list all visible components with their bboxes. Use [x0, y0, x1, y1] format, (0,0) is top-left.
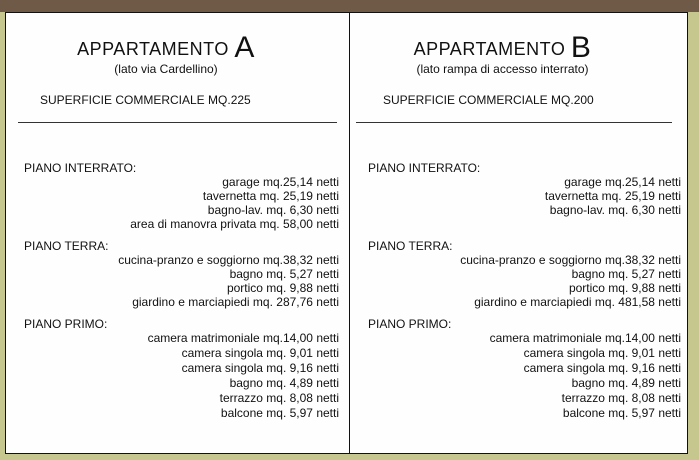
apartment-b-surface: SUPERFICIE COMMERCIALE MQ.200	[383, 93, 594, 107]
apartment-a-subtitle: (lato via Cardellino)	[114, 62, 218, 76]
list-item: cucina-pranzo e soggiorno mq.38,32 netti	[460, 253, 681, 267]
section-heading: PIANO PRIMO:	[24, 317, 108, 331]
list-item: area di manovra privata mq. 58,00 netti	[130, 217, 339, 231]
list-item: camera matrimoniale mq.14,00 netti	[489, 331, 681, 345]
list-item: bagno mq. 5,27 netti	[571, 267, 681, 281]
list-item: camera singola mq. 9,16 netti	[181, 361, 339, 375]
title-letter: A	[234, 31, 255, 64]
apartment-a-surface: SUPERFICIE COMMERCIALE MQ.225	[40, 93, 251, 107]
title-word: APPARTAMENTO	[413, 39, 566, 59]
list-item: bagno mq. 4,89 netti	[571, 376, 681, 390]
list-item: garage mq.25,14 netti	[564, 175, 681, 189]
apartment-b-title	[350, 31, 655, 65]
section-heading: PIANO TERRA:	[368, 239, 453, 253]
list-item: garage mq.25,14 netti	[222, 175, 339, 189]
list-item: cucina-pranzo e soggiorno mq.38,32 netti	[118, 253, 339, 267]
list-item: bagno mq. 5,27 netti	[229, 267, 339, 281]
list-item: camera singola mq. 9,16 netti	[523, 361, 681, 375]
list-item: balcone mq. 5,97 netti	[562, 406, 681, 420]
section-heading: PIANO PRIMO:	[368, 317, 452, 331]
top-bar	[0, 0, 699, 12]
title-word: APPARTAMENTO	[77, 39, 229, 59]
right-header-rule	[356, 122, 672, 123]
list-item: portico mq. 9,88 netti	[226, 281, 339, 295]
left-header-rule	[18, 122, 337, 123]
list-item: tavernetta mq. 25,19 netti	[544, 189, 681, 203]
list-item: portico mq. 9,88 netti	[568, 281, 681, 295]
list-item: bagno-lav. mq. 6,30 netti	[549, 203, 681, 217]
section-heading: PIANO TERRA:	[24, 239, 109, 253]
title-letter: B	[570, 31, 592, 64]
list-item: camera singola mq. 9,01 netti	[523, 346, 681, 360]
apartment-a-title	[6, 31, 326, 65]
section-heading: PIANO INTERRATO:	[24, 161, 137, 175]
list-item: balcone mq. 5,97 netti	[220, 406, 339, 420]
list-item: giardino e marciapiedi mq. 287,76 netti	[132, 295, 339, 309]
list-item: giardino e marciapiedi mq. 481,58 netti	[474, 295, 681, 309]
column-divider	[349, 13, 350, 453]
apartment-b-subtitle: (lato rampa di accesso interrato)	[416, 62, 589, 76]
list-item: camera matrimoniale mq.14,00 netti	[147, 331, 339, 345]
list-item: camera singola mq. 9,01 netti	[181, 346, 339, 360]
document-frame	[5, 12, 688, 454]
list-item: bagno-lav. mq. 6,30 netti	[207, 203, 339, 217]
list-item: tavernetta mq. 25,19 netti	[202, 189, 339, 203]
right-border	[687, 12, 699, 460]
list-item: bagno mq. 4,89 netti	[229, 376, 339, 390]
list-item: terrazzo mq. 8,08 netti	[561, 391, 681, 405]
list-item: terrazzo mq. 8,08 netti	[219, 391, 339, 405]
section-heading: PIANO INTERRATO:	[368, 161, 481, 175]
